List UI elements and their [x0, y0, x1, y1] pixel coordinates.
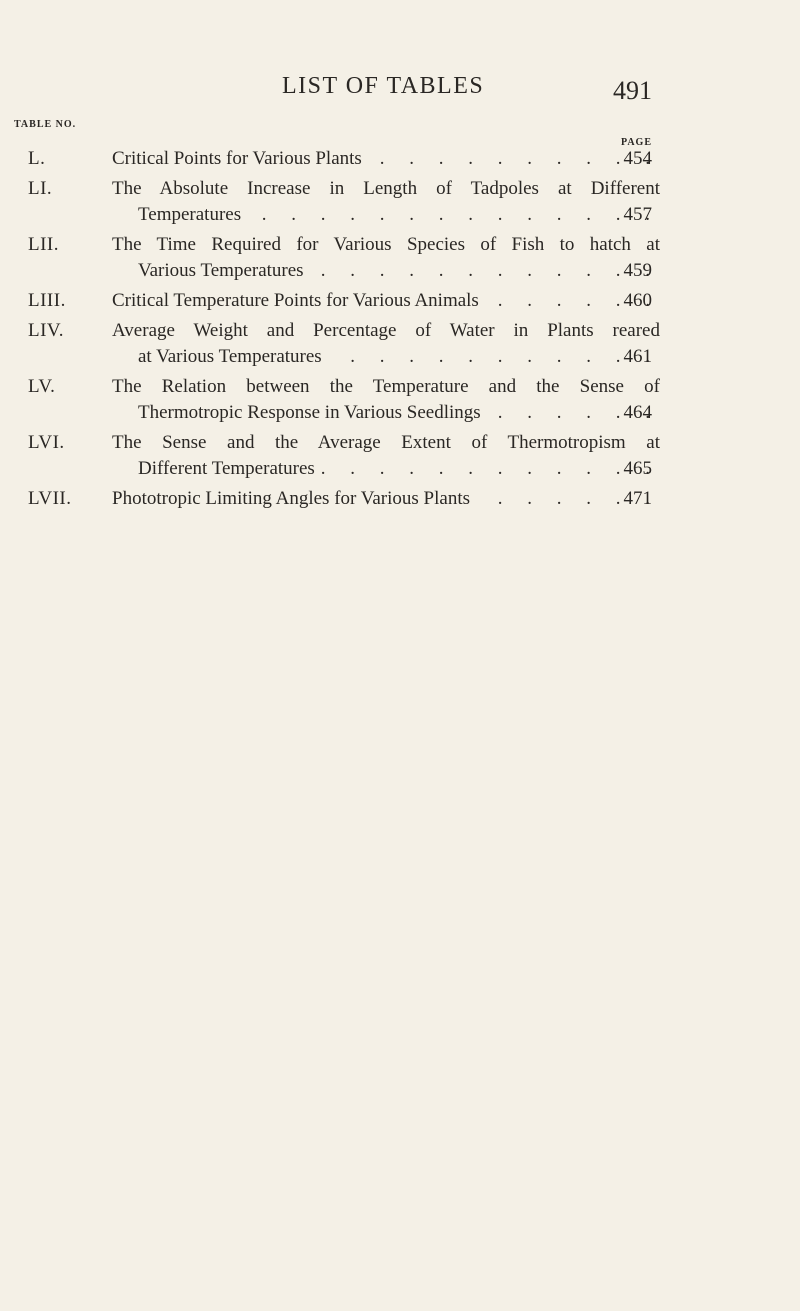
toc-entry-li [0, 176, 800, 228]
toc-entry-liv [0, 318, 800, 370]
entry-page-number: 457 [623, 204, 652, 225]
entry-title-line: at Various Temperatures . . . [138, 344, 660, 370]
toc-entry-lii [0, 232, 800, 284]
table-of-contents [0, 146, 800, 516]
entry-page-number: 454 [623, 148, 652, 169]
toc-entry-lv [0, 374, 800, 426]
table-numeral: LI. [28, 178, 53, 199]
entry-title-line: Phototropic Limiting Angles for Various Plants . . . [112, 486, 660, 512]
entry-page-number: 465 [623, 458, 652, 479]
entry-page-number: 459 [623, 260, 652, 281]
running-title: LIST OF TABLES [282, 73, 485, 99]
entry-page-number: 464 [623, 402, 652, 423]
toc-entry-l [0, 146, 800, 172]
page-header [0, 72, 800, 112]
table-numeral: LIII. [28, 290, 66, 311]
entry-title-line: Thermotropic Response in Various Seedlings . . . [138, 400, 660, 426]
entry-title-line: Critical Temperature Points for Various Animals . . . [112, 288, 660, 314]
entry-page-number: 461 [623, 346, 652, 367]
table-numeral: LII. [28, 234, 60, 255]
toc-entry-lvi [0, 430, 800, 482]
entry-page-number: 471 [623, 488, 652, 509]
entry-title-line: The Relation between the Temperature and the Sense of [112, 376, 660, 397]
entry-title-line: Different Temperatures . . . [138, 456, 660, 482]
entry-title-line: The Absolute Increase in Length of Tadpoles at Different [112, 178, 660, 199]
table-numeral: LV. [28, 376, 56, 397]
table-numeral: L. [28, 148, 46, 169]
table-no-heading: TABLE NO. [14, 119, 77, 130]
table-numeral: LIV. [28, 320, 64, 341]
toc-entry-lvii [0, 486, 800, 512]
page-heading: PAGE [620, 137, 652, 148]
table-numeral: LVII. [28, 488, 72, 509]
entry-title-line: Temperatures . . . [138, 202, 660, 228]
entry-title-line: The Sense and the Average Extent of Thermotropism at [112, 432, 660, 453]
entry-title-line: Critical Points for Various Plants . . . [112, 146, 660, 172]
entry-title-line: The Time Required for Various Species of Fish to hatch at [112, 234, 660, 255]
page-number: 491 [613, 76, 652, 105]
entry-page-number: 460 [623, 290, 652, 311]
entry-title-line: Various Temperatures . . . [138, 258, 660, 284]
table-numeral: LVI. [28, 432, 65, 453]
toc-entry-liii [0, 288, 800, 314]
entry-title-line: Average Weight and Percentage of Water in Plants reared [112, 320, 660, 341]
